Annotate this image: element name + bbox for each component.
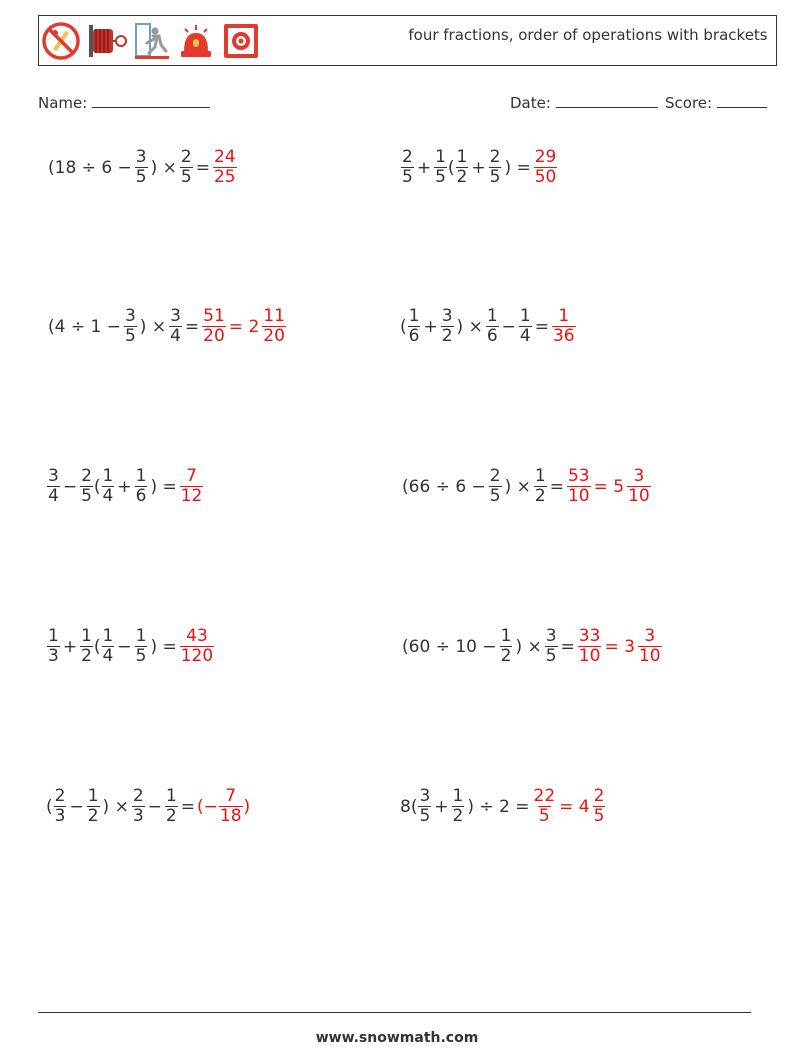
fraction: $\frac{2}{3}$ xyxy=(54,786,66,826)
fraction: $\frac{1}{2}$ xyxy=(500,626,512,666)
expr-text: − xyxy=(69,796,84,817)
expr-text: ) = xyxy=(504,157,531,178)
answer: $\frac{33}{10}$ = 3 $\frac{3}{10}$ xyxy=(578,626,661,666)
header-icons xyxy=(41,21,261,61)
problem-9 xyxy=(46,787,250,826)
name-label: Name: xyxy=(38,94,88,112)
fraction: $\frac{1}{2}$ xyxy=(452,786,464,826)
fraction: $\frac{1}{4}$ xyxy=(519,306,531,346)
expr-text: ) × xyxy=(150,157,177,178)
expr-text: ) × xyxy=(504,476,531,497)
answer: $\frac{51}{20}$ = 2 $\frac{11}{20}$ xyxy=(203,306,285,346)
expr-text: ) × xyxy=(456,316,483,337)
fraction: $\frac{1}{2}$ xyxy=(81,626,92,666)
equals-sign: = xyxy=(184,316,200,337)
problem-7 xyxy=(46,627,215,666)
problem-3 xyxy=(46,307,287,346)
alarm-siren-icon xyxy=(176,21,216,61)
equals-sign: = xyxy=(560,636,575,657)
fraction: $\frac{1}{5}$ xyxy=(135,626,147,666)
answer: (− $\frac{7}{18}$ ) xyxy=(196,786,251,826)
problem-2 xyxy=(400,148,558,187)
expr-text: + xyxy=(416,157,432,178)
answer: $\frac{29}{50}$ xyxy=(534,147,557,187)
expr-text: + xyxy=(434,796,449,817)
expr-text: ) = xyxy=(150,476,177,497)
fraction: $\frac{3}{5}$ xyxy=(419,786,431,826)
fraction: $\frac{3}{5}$ xyxy=(545,626,557,666)
problem-6 xyxy=(400,467,652,506)
fire-hose-reel-icon xyxy=(86,21,128,61)
fraction: $\frac{1}{2}$ xyxy=(456,147,468,187)
equals-sign: = xyxy=(180,796,195,817)
date-field xyxy=(510,93,658,112)
problem-10 xyxy=(400,787,606,826)
fire-alarm-button-icon xyxy=(221,21,261,61)
worksheet-header xyxy=(38,15,777,66)
fraction: $\frac{1}{4}$ xyxy=(102,626,114,666)
date-label: Date: xyxy=(510,94,551,112)
fraction: $\frac{1}{2}$ xyxy=(165,786,177,826)
expr-text: ( xyxy=(447,157,455,178)
score-field xyxy=(665,93,767,112)
answer: $\frac{43}{120}$ xyxy=(180,626,214,666)
fraction: $\frac{1}{5}$ xyxy=(435,147,446,187)
score-line[interactable] xyxy=(717,93,767,108)
problem-5 xyxy=(46,467,204,506)
answer: $\frac{1}{36}$ xyxy=(552,306,575,346)
fraction: $\frac{2}{5}$ xyxy=(81,466,92,506)
fraction: $\frac{3}{5}$ xyxy=(135,147,147,187)
fraction: $\frac{3}{5}$ xyxy=(124,306,136,346)
no-matches-icon xyxy=(41,21,81,61)
expr-text: ( xyxy=(400,316,407,337)
expr-text: + xyxy=(423,316,438,337)
equals-sign: = xyxy=(534,316,549,337)
fraction: $\frac{1}{6}$ xyxy=(486,306,498,346)
expr-text: (4 ÷ 1 − xyxy=(48,316,121,337)
expr-text: (66 ÷ 6 − xyxy=(402,476,486,497)
expr-text: 8( xyxy=(400,796,418,817)
footer-url[interactable]: www.snowmath.com xyxy=(315,1030,479,1046)
name-field xyxy=(38,93,210,112)
expr-text: + xyxy=(62,636,78,657)
score-label: Score: xyxy=(665,94,713,112)
expr-text: ) × xyxy=(139,316,167,337)
fraction: $\frac{1}{3}$ xyxy=(48,626,59,666)
fraction: $\frac{2}{5}$ xyxy=(489,147,501,187)
answer: $\frac{24}{25}$ xyxy=(213,147,236,187)
fraction: $\frac{2}{5}$ xyxy=(489,466,501,506)
expr-text: + xyxy=(117,476,132,497)
name-line[interactable] xyxy=(92,93,210,108)
problem-8 xyxy=(400,627,663,666)
expr-text: ( xyxy=(46,796,53,817)
expr-text: ) ÷ 2 = xyxy=(467,796,530,817)
problem-1 xyxy=(46,148,238,187)
expr-text: (18 ÷ 6 − xyxy=(48,157,132,178)
expr-text: ) × xyxy=(102,796,129,817)
problem-4 xyxy=(400,307,577,346)
fraction: $\frac{3}{4}$ xyxy=(170,306,181,346)
answer: $\frac{22}{5}$ = 4 $\frac{2}{5}$ xyxy=(533,786,605,826)
answer: $\frac{7}{12}$ xyxy=(180,466,203,506)
equals-sign: = xyxy=(549,476,564,497)
fraction: $\frac{1}{2}$ xyxy=(87,786,99,826)
equals-sign: = xyxy=(195,157,210,178)
expr-text: (60 ÷ 10 − xyxy=(402,636,497,657)
expr-text: − xyxy=(501,316,516,337)
fraction: $\frac{1}{4}$ xyxy=(102,466,114,506)
fraction: $\frac{3}{4}$ xyxy=(48,466,59,506)
fraction: $\frac{1}{2}$ xyxy=(534,466,546,506)
fraction: $\frac{1}{6}$ xyxy=(135,466,147,506)
expr-text: − xyxy=(147,796,162,817)
fraction: $\frac{3}{2}$ xyxy=(441,306,453,346)
fraction: $\frac{2}{5}$ xyxy=(402,147,413,187)
fraction: $\frac{2}{3}$ xyxy=(132,786,144,826)
expr-text: ) × xyxy=(515,636,542,657)
fraction: $\frac{2}{5}$ xyxy=(180,147,192,187)
fraction: $\frac{1}{6}$ xyxy=(408,306,420,346)
answer: $\frac{53}{10}$ = 5 $\frac{3}{10}$ xyxy=(567,466,650,506)
expr-text: + xyxy=(471,157,486,178)
expr-text: − xyxy=(62,476,78,497)
expr-text: ) = xyxy=(150,636,177,657)
expr-text: − xyxy=(117,636,132,657)
expr-text: ( xyxy=(93,476,101,497)
footer-divider xyxy=(38,1012,751,1013)
date-line[interactable] xyxy=(556,93,658,108)
worksheet-title: four fractions, order of operations with brackets xyxy=(408,26,768,44)
expr-text: ( xyxy=(93,636,101,657)
emergency-exit-icon xyxy=(133,21,171,61)
